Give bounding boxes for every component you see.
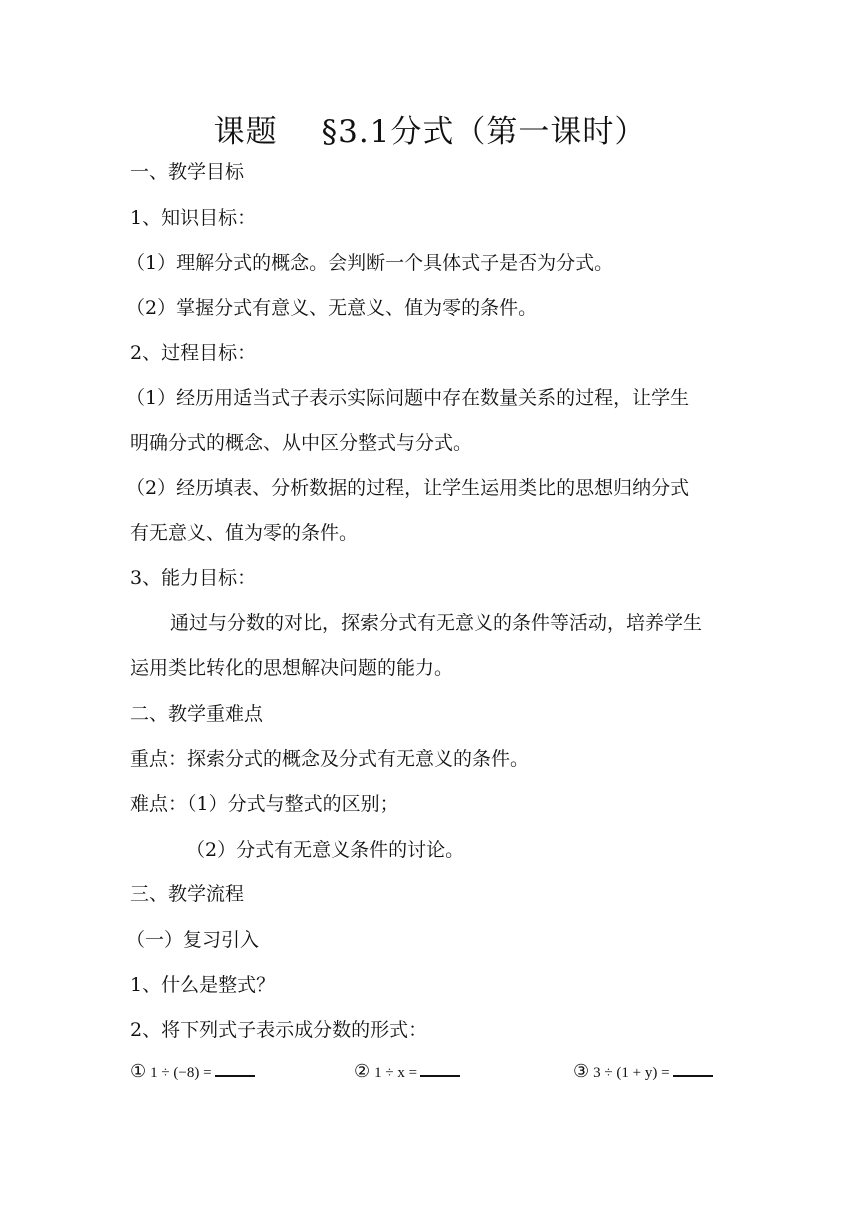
ability-objective-line-1: 通过与分数的对比，探索分式有无意义的条件等活动，培养学生	[170, 612, 703, 634]
title-main: §3.1分式（第一课时）	[321, 114, 647, 150]
process-objective-2-line-1: （2）经历填表、分析数据的过程，让学生运用类比的思想归纳分式	[126, 477, 690, 499]
exercise-row	[130, 1061, 730, 1087]
exercise-expression: 3 ÷ (1 + y) =	[593, 1065, 670, 1081]
knowledge-objective-heading: 1、知识目标：	[130, 207, 257, 229]
process-objective-heading: 2、过程目标：	[130, 342, 257, 364]
knowledge-objective-1: （1）理解分式的概念。会判断一个具体式子是否为分式。	[126, 252, 614, 274]
knowledge-objective-2: （2）掌握分式有意义、无意义、值为零的条件。	[126, 297, 538, 319]
answer-blank	[673, 1061, 713, 1077]
process-objective-1-line-2: 明确分式的概念、从中区分整式与分式。	[130, 432, 473, 454]
ability-objective-line-2: 运用类比转化的思想解决问题的能力。	[130, 657, 454, 679]
exercise-expression: 1 ÷ x =	[374, 1065, 418, 1081]
difficulty-1: 难点：（1）分式与整式的区别；	[130, 793, 399, 815]
section-heading-key-points: 二、教学重难点	[130, 703, 264, 725]
answer-blank	[420, 1061, 460, 1077]
exercise-item	[573, 1061, 713, 1082]
ability-objective-heading: 3、能力目标：	[130, 567, 257, 589]
review-heading: （一）复习引入	[126, 929, 260, 951]
question-2: 2、将下列式子表示成分数的形式：	[130, 1019, 428, 1041]
answer-blank	[215, 1061, 255, 1077]
title-prefix: 课题	[213, 114, 278, 150]
process-objective-1-line-1: （1）经历用适当式子表示实际问题中存在数量关系的过程，让学生	[126, 387, 690, 409]
exercise-expression: 1 ÷ (−8) =	[150, 1065, 212, 1081]
section-heading-objectives: 一、教学目标	[130, 161, 245, 183]
difficulty-2: （2）分式有无意义条件的讨论。	[186, 839, 465, 861]
exercise-item	[130, 1061, 255, 1082]
key-point: 重点：探索分式的概念及分式有无意义的条件。	[130, 748, 530, 770]
exercise-number: ③	[573, 1061, 590, 1082]
exercise-item	[354, 1061, 460, 1082]
exercise-number: ①	[130, 1061, 147, 1082]
process-objective-2-line-2: 有无意义、值为零的条件。	[130, 522, 359, 544]
exercise-number: ②	[354, 1061, 371, 1082]
page-title	[0, 106, 860, 151]
section-heading-process: 三、教学流程	[130, 883, 245, 905]
question-1: 1、什么是整式？	[130, 974, 276, 996]
